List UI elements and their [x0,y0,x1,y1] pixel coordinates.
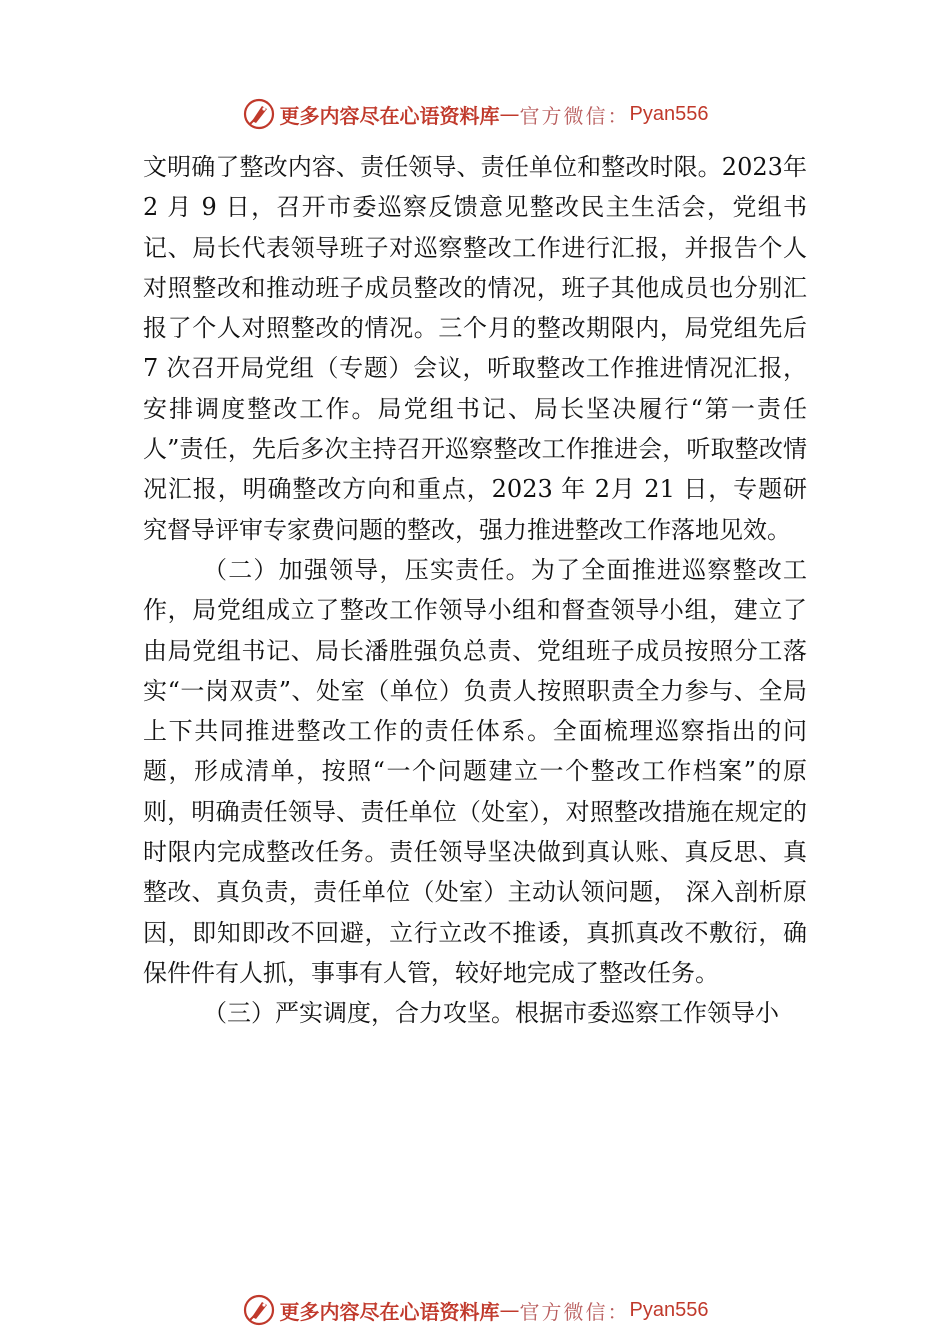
paragraph-1: 文明确了整改内容、责任领导、责任单位和整改时限。2023年 2 月 9 日，召开市委巡察反馈意见整改民主生活会，党组书记、局长代表领导班子对巡察整改工作进行汇报，并报告个人对照整改和推动班子成员整改的情况，班子其他成员也分别汇报了个人对照整改的情况。三个月的整改期限内，局党组先后 7 次召开局党组（专题）会议，听取整改工作推进情况汇报，安排调度整改工作。局党组书记、局长坚决履行“第一责任人”责任，先后多次主持召开巡察整改工作推进会，听取整改情况汇报，明确整改方向和重点，2023 年 2月 21 日，专题研究督导评审专家费问题的整改，强力推进整改工作落地见效。 [143,153,807,544]
watermark-brand-text: 更多内容尽在心语资料库 [279,103,500,128]
watermark-id: Pyan556 [629,102,709,125]
paragraph-3: （三）严实调度，合力攻坚。根据市委巡察工作领导小 [203,999,779,1028]
document-body [143,147,807,1034]
footer-watermark [0,1290,950,1330]
pen-nib-logo-icon [242,1293,276,1327]
watermark-separator: — [499,1298,520,1322]
paragraph-2: （二）加强领导，压实责任。为了全面推进巡察整改工作，局党组成立了整改工作领导小组和督查领导小组，建立了由局党组书记、局长潘胜强负总责、党组班子成员按照分工落实“一岗双责”、处室（单位）负责人按照职责全力参与、全局上下共同推进整改工作的责任体系。全面梳理巡察指出的问题，形成清单，按照“一个问题建立一个整改工作档案”的原则，明确责任领导、责任单位（处室），对照整改措施在规定的时限内完成整改任务。责任领导坚决做到真认账、真反思、真整改、真负责，责任单位（处室）主动认领问题， 深入剖析原因，即知即改不回避，立行立改不推诿，真抓真改不敷衍，确保件件有人抓，事事有人管，较好地完成了整改任务。 [143,555,807,987]
watermark-label: 官方微信： [519,103,630,128]
watermark-id: Pyan556 [629,1298,709,1321]
header-watermark [0,94,950,134]
pen-nib-logo-icon [242,97,276,131]
watermark-label: 官方微信： [519,1299,630,1324]
watermark-separator: — [499,102,520,126]
watermark-brand-text: 更多内容尽在心语资料库 [279,1299,500,1324]
